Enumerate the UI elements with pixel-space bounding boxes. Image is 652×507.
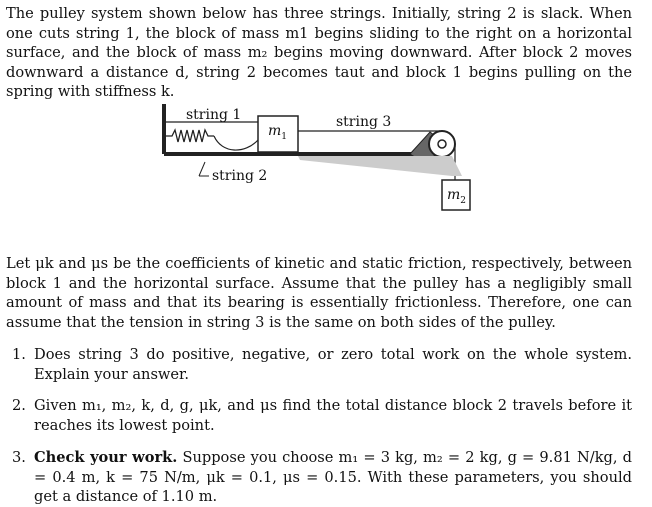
string-3-label: string 3: [336, 114, 392, 130]
question-1-text: Does string 3 do positive, negative, or zero total work on the whole system. Explain your answer.: [34, 346, 632, 383]
m1-subscript: 1: [281, 131, 288, 142]
question-3-number: 3.: [12, 449, 26, 466]
string-2: [214, 136, 258, 150]
m2-label: [447, 187, 466, 206]
pulley-diagram: [0, 92, 652, 252]
intro-paragraph: The pulley system shown below has three strings. Initially, string 2 is slack. When one cuts string 1, the block of mass m1 begins sliding to the right on a horizontal surface, and the block of mass m₂ begins moving downward. After block 2 moves downward a distance d, string 2 becomes taut and block 1 begins pulling on the spring with stiffness k.: [6, 5, 632, 100]
m1-label: [268, 123, 287, 142]
pulley-axle: [438, 140, 446, 148]
friction-paragraph: Let μk and μs be the coefficients of kinetic and static friction, respectively, between block 1 and the horizontal surface. Assume that the pulley has a negligibly small amount of mass and that its bearing is essentially frictionless. Therefore, one can assume that the tension in string 3 is the same on both sides of the pulley.: [6, 255, 632, 331]
pulley-figure: [0, 92, 652, 252]
string-1-label: string 1: [186, 107, 242, 123]
wall: [162, 104, 166, 154]
string-2-leader: [199, 162, 205, 176]
question-1-number: 1.: [12, 346, 26, 363]
question-3-lead: Check your work.: [34, 449, 178, 466]
question-3-body: [34, 448, 632, 507]
m2-subscript: 2: [460, 195, 467, 206]
question-3-text: Suppose you choose m₁ = 3 kg, m₂ = 2 kg, g = 9.81 N/kg, d = 0.4 m, k = 75 N/m, μk = 0.1, μs = 0.15. With these parameters, you should get a distance of 1.10 m.: [34, 449, 632, 505]
m1-symbol: m: [268, 123, 282, 139]
m2-symbol: m: [447, 187, 461, 203]
question-2-text: Given m₁, m₂, k, d, g, μk, and μs find the total distance block 2 travels before it reaches its lowest point.: [34, 397, 632, 434]
question-2-number: 2.: [12, 397, 26, 414]
spring: [166, 130, 214, 142]
question-1: [12, 345, 632, 384]
question-3: [12, 448, 632, 507]
string-2-label: string 2: [212, 168, 268, 184]
shadow: [298, 156, 462, 176]
question-2: [12, 396, 632, 435]
